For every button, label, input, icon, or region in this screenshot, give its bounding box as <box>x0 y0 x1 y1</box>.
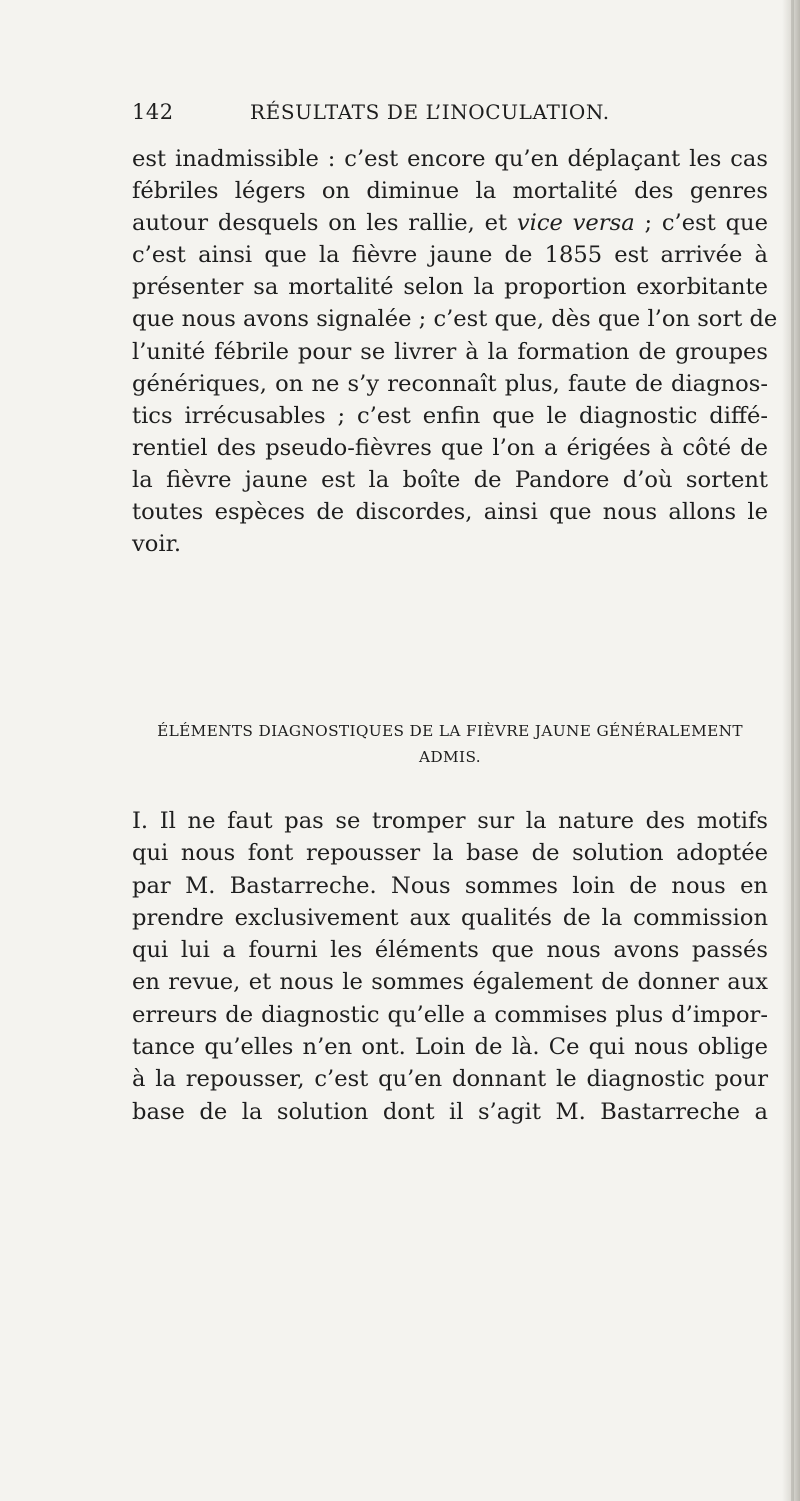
text-line: que nous avons signalée ; c’est que, dès que l’on sort de <box>132 306 778 333</box>
text-line: qui lui a fourni les éléments que nous avons passés <box>132 937 768 964</box>
text-line: est inadmissible : c’est encore qu’en déplaçant les cas <box>132 146 768 172</box>
section-heading <box>132 718 768 770</box>
section-heading-line: ADMIS. <box>419 748 481 766</box>
text-line: base de la solution dont il s’agit M. Bastarreche a <box>132 1098 768 1125</box>
text-line: la fièvre jaune est la boîte de Pandore d’où sortent <box>132 466 768 493</box>
italic-phrase: vice versa <box>516 210 635 237</box>
text-line: l’unité fébrile pour se livrer à la formation de groupes <box>132 338 768 365</box>
page-header <box>132 100 772 130</box>
text-line: tics irrécusables ; c’est enfin que le diagnostic diffé- <box>132 402 768 429</box>
page-edge-line <box>791 0 794 1501</box>
text-line: erreurs de diagnostic qu’elle a commises plus d’impor- <box>132 1001 768 1028</box>
text-line: I. Il ne faut pas se tromper sur la nature des motifs <box>132 808 768 834</box>
text-line: à la repousser, c’est qu’en donnant le diagnostic pour <box>132 1066 768 1093</box>
section-heading-line: ÉLÉMENTS DIAGNOSTIQUES DE LA FIÈVRE JAUNE GÉNÉRALEMENT <box>157 722 743 740</box>
text-line: tance qu’elles n’en ont. Loin de là. Ce qui nous oblige <box>132 1034 768 1061</box>
text-fragment: autour desquels on les rallie, et <box>132 210 508 237</box>
text-fragment: ; c’est que <box>634 210 768 237</box>
text-line: prendre exclusivement aux qualités de la commission <box>132 904 768 931</box>
text-line: génériques, on ne s’y reconnaît plus, faute de diagnos- <box>132 370 768 397</box>
text-line: rentiel des pseudo-fièvres que l’on a érigées à côté de <box>132 434 768 461</box>
text-line: présenter sa mortalité selon la proportion exorbitante <box>132 274 768 301</box>
running-head: RÉSULTATS DE L’INOCULATION. <box>250 100 610 124</box>
text-line: voir. <box>132 531 182 558</box>
page-number: 142 <box>132 100 174 124</box>
text-line: en revue, et nous le sommes également de donner aux <box>132 969 768 996</box>
paragraph-1 <box>132 143 778 560</box>
text-line: qui nous font repousser la base de solution adoptée <box>132 840 768 867</box>
paragraph-2 <box>132 805 768 1128</box>
text-line: c’est ainsi que la fièvre jaune de 1855 est arrivée à <box>132 242 768 269</box>
text-line <box>132 207 768 239</box>
text-line: par M. Bastarreche. Nous sommes loin de nous en <box>132 872 768 899</box>
text-line: toutes espèces de discordes, ainsi que nous allons le <box>132 499 768 526</box>
text-line: fébriles légers on diminue la mortalité des genres <box>132 178 768 205</box>
